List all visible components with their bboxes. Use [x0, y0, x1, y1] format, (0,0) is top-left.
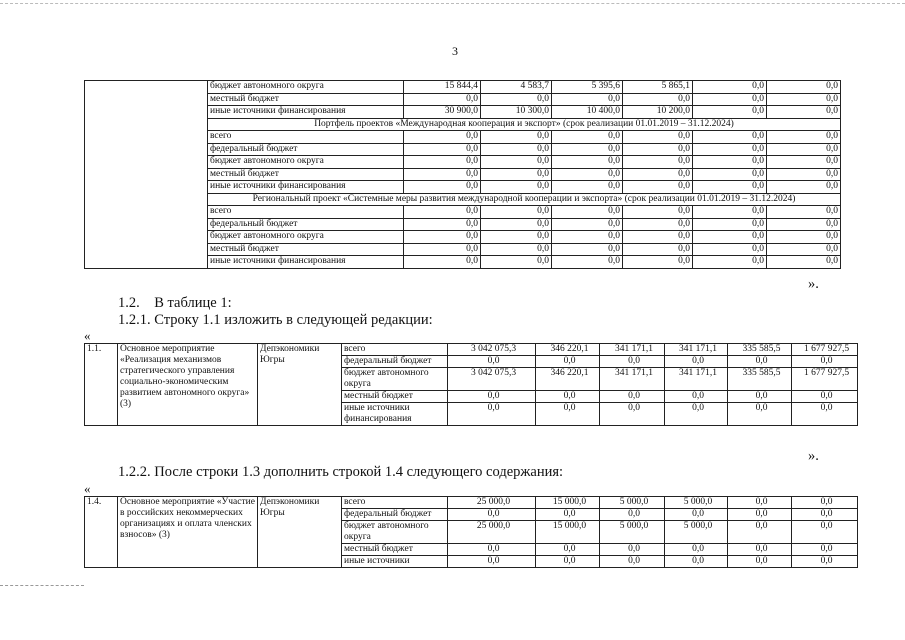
value-cell: 0,0 — [623, 168, 693, 181]
value-cell: 0,0 — [552, 218, 623, 231]
value-cell: 0,0 — [600, 509, 665, 521]
value-cell: 0,0 — [792, 509, 858, 521]
value-cell: 0,0 — [693, 243, 767, 256]
value-cell: 0,0 — [767, 231, 841, 244]
value-cell: 0,0 — [481, 156, 552, 169]
value-cell: 0,0 — [792, 544, 858, 556]
value-cell: 0,0 — [552, 143, 623, 156]
value-cell: 0,0 — [665, 544, 728, 556]
value-cell: 0,0 — [623, 206, 693, 219]
scan-bottom-edge — [0, 585, 84, 586]
value-cell: 0,0 — [693, 143, 767, 156]
row-label: всего — [208, 131, 404, 144]
value-cell: 5 865,1 — [623, 81, 693, 94]
activity-name: Основное мероприятие «Реализация механизмов стратегического управления социально-экономическим развитием автономного округа» (3) — [118, 344, 258, 426]
value-cell: 0,0 — [404, 181, 481, 194]
value-cell: 0,0 — [404, 206, 481, 219]
row-label: иные источники финансирования — [208, 106, 404, 119]
value-cell: 0,0 — [792, 356, 858, 368]
value-cell: 1 677 927,5 — [792, 368, 858, 391]
value-cell: 0,0 — [481, 168, 552, 181]
row-label: бюджет автономного округа — [208, 156, 404, 169]
value-cell: 0,0 — [693, 168, 767, 181]
value-cell: 0,0 — [792, 497, 858, 509]
value-cell: 0,0 — [404, 231, 481, 244]
value-cell: 5 000,0 — [665, 497, 728, 509]
value-cell: 0,0 — [767, 156, 841, 169]
row-label: всего — [342, 344, 448, 356]
value-cell: 0,0 — [404, 218, 481, 231]
value-cell: 0,0 — [404, 93, 481, 106]
value-cell: 0,0 — [481, 93, 552, 106]
value-cell: 0,0 — [623, 243, 693, 256]
value-cell: 0,0 — [623, 143, 693, 156]
value-cell: 5 000,0 — [665, 521, 728, 544]
row-label: федеральный бюджет — [342, 356, 448, 368]
paragraph-1-2: 1.2. В таблице 1: — [118, 295, 232, 311]
value-cell: 0,0 — [623, 231, 693, 244]
value-cell: 341 171,1 — [665, 368, 728, 391]
value-cell: 0,0 — [767, 106, 841, 119]
value-cell: 0,0 — [623, 218, 693, 231]
value-cell: 0,0 — [665, 403, 728, 426]
merged-left-cell — [85, 81, 208, 269]
value-cell: 0,0 — [552, 206, 623, 219]
row-label: местный бюджет — [208, 243, 404, 256]
value-cell: 0,0 — [404, 256, 481, 269]
value-cell: 0,0 — [536, 556, 600, 568]
row-number: 1.1. — [85, 344, 118, 426]
value-cell: 0,0 — [552, 181, 623, 194]
value-cell: 0,0 — [693, 156, 767, 169]
value-cell: 0,0 — [481, 218, 552, 231]
row-label: иные источники финансирования — [208, 256, 404, 269]
value-cell: 0,0 — [623, 256, 693, 269]
value-cell: 0,0 — [536, 509, 600, 521]
value-cell: 0,0 — [481, 256, 552, 269]
value-cell: 0,0 — [623, 181, 693, 194]
value-cell: 10 300,0 — [481, 106, 552, 119]
value-cell: 5 000,0 — [600, 521, 665, 544]
value-cell: 0,0 — [448, 544, 536, 556]
value-cell: 0,0 — [693, 81, 767, 94]
value-cell: 341 171,1 — [665, 344, 728, 356]
financing-table-continuation — [84, 80, 841, 269]
value-cell: 5 000,0 — [600, 497, 665, 509]
row-label: бюджет автономного округа — [208, 81, 404, 94]
value-cell: 15 000,0 — [536, 521, 600, 544]
value-cell: 0,0 — [693, 206, 767, 219]
opening-quote-1: « — [84, 328, 91, 343]
row-label: всего — [208, 206, 404, 219]
value-cell: 0,0 — [665, 509, 728, 521]
section-header: Региональный проект «Системные меры развития международной кооперации и экспорта» (срок реализации 01.01.2019 – 31.12.2024) — [208, 193, 841, 206]
value-cell: 4 583,7 — [481, 81, 552, 94]
value-cell: 0,0 — [448, 391, 536, 403]
value-cell: 0,0 — [552, 156, 623, 169]
value-cell: 0,0 — [600, 544, 665, 556]
value-cell: 0,0 — [404, 243, 481, 256]
table-row-1-1 — [84, 343, 858, 426]
value-cell: 0,0 — [693, 218, 767, 231]
row-label: бюджет автономного округа — [342, 521, 448, 544]
row-label: иные источники — [342, 556, 448, 568]
paragraph-1-2-2: 1.2.2. После строки 1.3 дополнить строкой 1.4 следующего содержания: — [118, 464, 564, 480]
value-cell: 0,0 — [448, 556, 536, 568]
table-row — [85, 81, 841, 94]
value-cell: 0,0 — [536, 544, 600, 556]
value-cell: 0,0 — [792, 556, 858, 568]
row-number: 1.4. — [85, 497, 118, 568]
row-label: федеральный бюджет — [208, 218, 404, 231]
value-cell: 0,0 — [728, 556, 792, 568]
value-cell: 0,0 — [552, 256, 623, 269]
value-cell: 0,0 — [767, 181, 841, 194]
value-cell: 0,0 — [448, 403, 536, 426]
value-cell: 0,0 — [693, 93, 767, 106]
page-number: 3 — [452, 44, 458, 58]
value-cell: 0,0 — [552, 131, 623, 144]
value-cell: 0,0 — [623, 93, 693, 106]
value-cell: 0,0 — [693, 231, 767, 244]
value-cell: 0,0 — [552, 93, 623, 106]
value-cell: 0,0 — [767, 81, 841, 94]
value-cell: 0,0 — [665, 391, 728, 403]
value-cell: 0,0 — [481, 131, 552, 144]
value-cell: 25 000,0 — [448, 521, 536, 544]
value-cell: 0,0 — [693, 131, 767, 144]
row-label: местный бюджет — [208, 93, 404, 106]
row-label: всего — [342, 497, 448, 509]
value-cell: 10 200,0 — [623, 106, 693, 119]
value-cell: 0,0 — [448, 509, 536, 521]
opening-quote-2: « — [84, 481, 91, 496]
value-cell: 335 585,5 — [728, 368, 792, 391]
value-cell: 0,0 — [404, 131, 481, 144]
value-cell: 0,0 — [728, 497, 792, 509]
row-label: бюджет автономного округа — [208, 231, 404, 244]
value-cell: 346 220,1 — [536, 344, 600, 356]
executor: Депэкономики Югры — [258, 497, 342, 568]
row-label: иные источники финансирования — [208, 181, 404, 194]
activity-name: Основное мероприятие «Участие в российских некоммерческих организациях и оплата членских взносов» (3) — [118, 497, 258, 568]
value-cell: 0,0 — [600, 556, 665, 568]
value-cell: 10 400,0 — [552, 106, 623, 119]
value-cell: 0,0 — [481, 181, 552, 194]
value-cell: 0,0 — [552, 243, 623, 256]
value-cell: 15 844,4 — [404, 81, 481, 94]
value-cell: 0,0 — [693, 181, 767, 194]
value-cell: 0,0 — [536, 403, 600, 426]
value-cell: 0,0 — [481, 143, 552, 156]
value-cell: 0,0 — [665, 556, 728, 568]
value-cell: 0,0 — [767, 131, 841, 144]
value-cell: 0,0 — [767, 143, 841, 156]
table-row — [85, 344, 858, 356]
value-cell: 0,0 — [552, 231, 623, 244]
value-cell: 0,0 — [728, 403, 792, 426]
value-cell: 0,0 — [536, 391, 600, 403]
value-cell: 341 171,1 — [600, 344, 665, 356]
value-cell: 0,0 — [481, 206, 552, 219]
value-cell: 346 220,1 — [536, 368, 600, 391]
table-row — [85, 497, 858, 509]
value-cell: 0,0 — [623, 156, 693, 169]
value-cell: 0,0 — [448, 356, 536, 368]
value-cell: 0,0 — [728, 391, 792, 403]
value-cell: 0,0 — [767, 243, 841, 256]
value-cell: 3 042 075,3 — [448, 344, 536, 356]
value-cell: 0,0 — [693, 106, 767, 119]
paragraph-1-2-1: 1.2.1. Строку 1.1 изложить в следующей редакции: — [118, 312, 433, 328]
value-cell: 15 000,0 — [536, 497, 600, 509]
value-cell: 341 171,1 — [600, 368, 665, 391]
row-label: бюджет автономного округа — [342, 368, 448, 391]
section-header: Портфель проектов «Международная кооперация и экспорт» (срок реализации 01.01.2019 – 31.12.2024) — [208, 118, 841, 131]
value-cell: 0,0 — [693, 256, 767, 269]
value-cell: 0,0 — [404, 143, 481, 156]
row-label: местный бюджет — [342, 544, 448, 556]
value-cell: 0,0 — [767, 206, 841, 219]
table-row-1-4 — [84, 496, 858, 568]
closing-quote-2: ». — [808, 448, 819, 464]
closing-quote-1: ». — [808, 276, 819, 292]
value-cell: 0,0 — [481, 243, 552, 256]
value-cell: 3 042 075,3 — [448, 368, 536, 391]
value-cell: 0,0 — [536, 356, 600, 368]
value-cell: 0,0 — [767, 93, 841, 106]
row-label: местный бюджет — [208, 168, 404, 181]
executor: Депэкономики Югры — [258, 344, 342, 426]
scan-top-edge — [0, 3, 905, 4]
value-cell: 0,0 — [767, 168, 841, 181]
value-cell: 0,0 — [792, 403, 858, 426]
value-cell: 0,0 — [623, 131, 693, 144]
value-cell: 0,0 — [728, 544, 792, 556]
value-cell: 0,0 — [481, 231, 552, 244]
value-cell: 0,0 — [600, 391, 665, 403]
row-label: местный бюджет — [342, 391, 448, 403]
value-cell: 5 395,6 — [552, 81, 623, 94]
value-cell: 0,0 — [767, 218, 841, 231]
row-label: федеральный бюджет — [342, 509, 448, 521]
value-cell: 1 677 927,5 — [792, 344, 858, 356]
value-cell: 0,0 — [792, 391, 858, 403]
value-cell: 0,0 — [600, 356, 665, 368]
value-cell: 0,0 — [600, 403, 665, 426]
row-label: федеральный бюджет — [208, 143, 404, 156]
value-cell: 30 900,0 — [404, 106, 481, 119]
value-cell: 335 585,5 — [728, 344, 792, 356]
value-cell: 25 000,0 — [448, 497, 536, 509]
row-label: иные источники финансирования — [342, 403, 448, 426]
value-cell: 0,0 — [728, 521, 792, 544]
value-cell: 0,0 — [767, 256, 841, 269]
value-cell: 0,0 — [728, 356, 792, 368]
value-cell: 0,0 — [792, 521, 858, 544]
value-cell: 0,0 — [552, 168, 623, 181]
value-cell: 0,0 — [404, 168, 481, 181]
value-cell: 0,0 — [665, 356, 728, 368]
value-cell: 0,0 — [728, 509, 792, 521]
value-cell: 0,0 — [404, 156, 481, 169]
